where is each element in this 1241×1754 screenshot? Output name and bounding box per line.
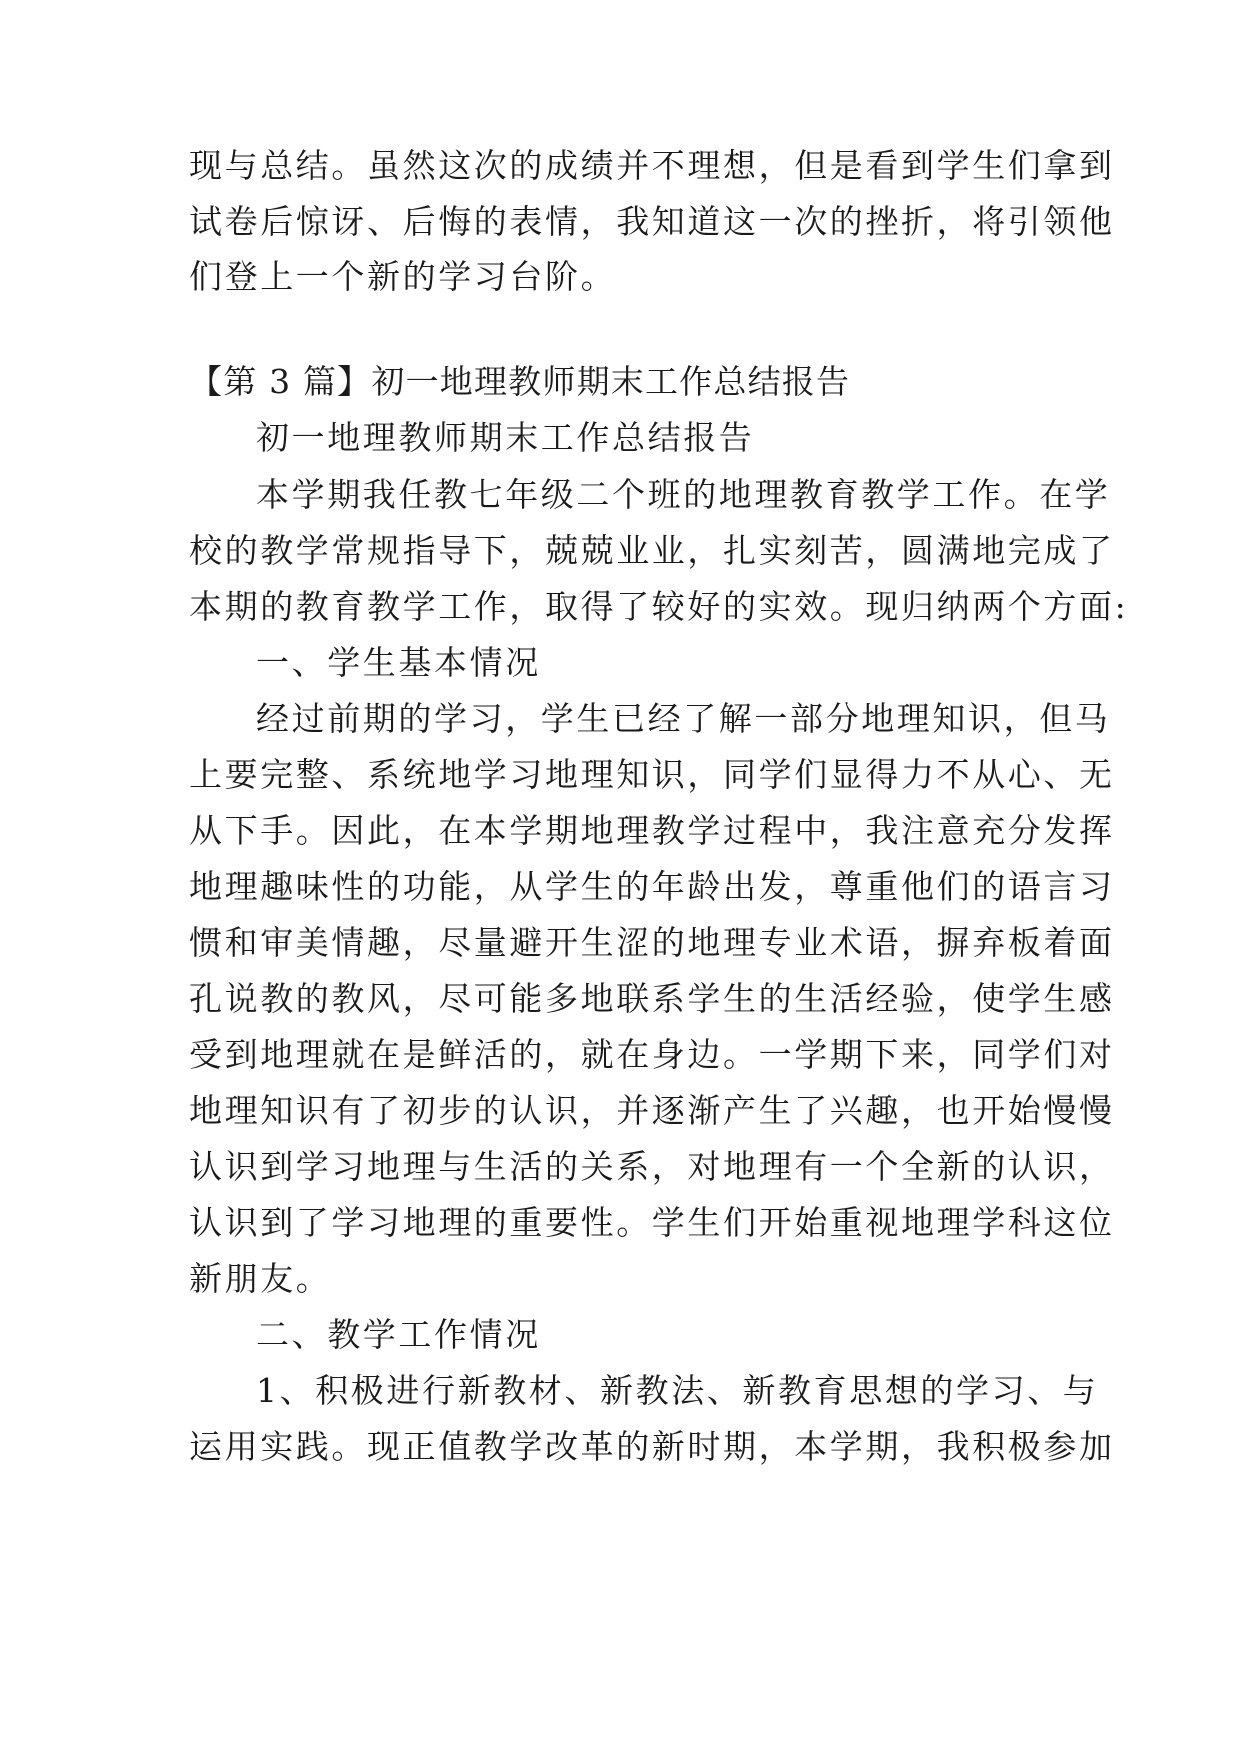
paragraph-line: 试卷后惊讶、后悔的表情，我知道这一次的挫折，将引领他 [189, 202, 1115, 241]
paragraph-line: 孔说教的教风，尽可能多地联系学生的生活经验，使学生感 [189, 979, 1115, 1018]
paragraph-line: 受到地理就在是鲜活的，就在身边。一学期下来，同学们对 [189, 1035, 1115, 1074]
subsection-heading: 二、教学工作情况 [256, 1315, 541, 1354]
paragraph-line: 惯和审美情趣，尽量避开生涩的地理专业术语，摒弃板着面 [189, 923, 1115, 962]
paragraph-line: 上要完整、系统地学习地理知识，同学们显得力不从心、无 [189, 755, 1115, 794]
paragraph-line: 认识到了学习地理的重要性。学生们开始重视地理学科这位 [189, 1203, 1115, 1242]
paragraph-line: 1、积极进行新教材、新教法、新教育思想的学习、与 [256, 1371, 1099, 1410]
document-title: 初一地理教师期末工作总结报告 [256, 418, 755, 457]
paragraph-line: 现与总结。虽然这次的成绩并不理想，但是看到学生们拿到 [189, 146, 1115, 185]
paragraph-line: 从下手。因此，在本学期地理教学过程中，我注意充分发挥 [189, 811, 1115, 850]
paragraph-line: 地理知识有了初步的认识，并逐渐产生了兴趣，也开始慢慢 [189, 1091, 1115, 1130]
paragraph-line: 经过前期的学习，学生已经了解一部分地理知识，但马 [256, 699, 1111, 738]
paragraph-line: 本期的教育教学工作，取得了较好的实效。现归纳两个方面: [189, 587, 1129, 626]
paragraph-line: 运用实践。现正值教学改革的新时期，本学期，我积极参加 [189, 1427, 1115, 1466]
paragraph-line: 们登上一个新的学习台阶。 [189, 257, 617, 296]
subsection-heading: 一、学生基本情况 [256, 643, 541, 682]
paragraph-line: 认识到学习地理与生活的关系，对地理有一个全新的认识， [189, 1147, 1115, 1186]
paragraph-line: 本学期我任教七年级二个班的地理教育教学工作。在学 [256, 475, 1111, 514]
section-heading: 【第 3 篇】初一地理教师期末工作总结报告 [189, 362, 851, 401]
paragraph-line: 校的教学常规指导下，兢兢业业，扎实刻苦，圆满地完成了 [189, 531, 1115, 570]
paragraph-line: 新朋友。 [189, 1259, 332, 1298]
paragraph-line: 地理趣味性的功能，从学生的年龄出发，尊重他们的语言习 [189, 867, 1115, 906]
